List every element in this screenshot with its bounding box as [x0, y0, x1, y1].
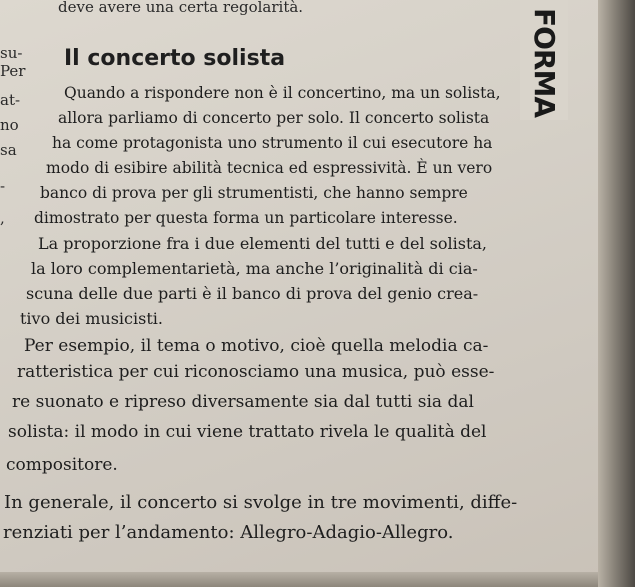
body-line-17: renziati per l’andamento: Allegro-Adagio-Allegro.: [3, 522, 454, 543]
page-right-edge: [598, 0, 635, 587]
body-line-10: tivo dei musicisti.: [20, 309, 163, 328]
margin-fragment-1: su-: [0, 44, 23, 62]
margin-fragment-4: no: [0, 116, 19, 134]
body-line-9: scuna delle due parti è il banco di prova del genio crea-: [26, 284, 479, 303]
body-line-6: dimostrato per questa forma un particolare interesse.: [34, 209, 458, 227]
body-line-3: ha come protagonista uno strumento il cui esecutore ha: [52, 134, 493, 152]
body-line-15: compositore.: [6, 455, 118, 475]
body-line-5: banco di prova per gli strumentisti, che hanno sempre: [40, 184, 468, 202]
body-line-14: solista: il modo in cui viene trattato rivela le qualità del: [8, 422, 487, 442]
margin-fragment-7: ,: [0, 209, 5, 227]
margin-fragment-6: -: [0, 177, 6, 195]
body-line-2: allora parliamo di concerto per solo. Il concerto solista: [58, 109, 490, 127]
body-line-13: re suonato e ripreso diversamente sia dal tutti sia dal: [12, 392, 474, 412]
page-title: Il concerto solista: [64, 46, 286, 71]
body-line-12: ratteristica per cui riconosciamo una musica, può esse-: [17, 362, 495, 382]
margin-fragment-2: Per: [0, 62, 26, 80]
page-bottom-edge: [0, 572, 600, 587]
margin-fragment-3: at-: [0, 91, 21, 109]
body-line-8: la loro complementarietà, ma anche l’originalità di cia-: [31, 259, 478, 278]
body-line-16: In generale, il concerto si svolge in tre movimenti, diffe-: [4, 492, 518, 513]
side-label: FORMA: [528, 8, 561, 118]
body-line-11: Per esempio, il tema o motivo, cioè quella melodia ca-: [24, 336, 489, 356]
body-line-7: La proporzione fra i due elementi del tutti e del solista,: [38, 234, 487, 253]
body-line-1: Quando a rispondere non è il concertino, ma un solista,: [64, 84, 501, 102]
body-line-4: modo di esibire abilità tecnica ed espressività. È un vero: [46, 159, 493, 177]
margin-fragment-5: sa: [0, 141, 17, 159]
top-fragment: deve avere una certa regolarità.: [58, 0, 304, 16]
